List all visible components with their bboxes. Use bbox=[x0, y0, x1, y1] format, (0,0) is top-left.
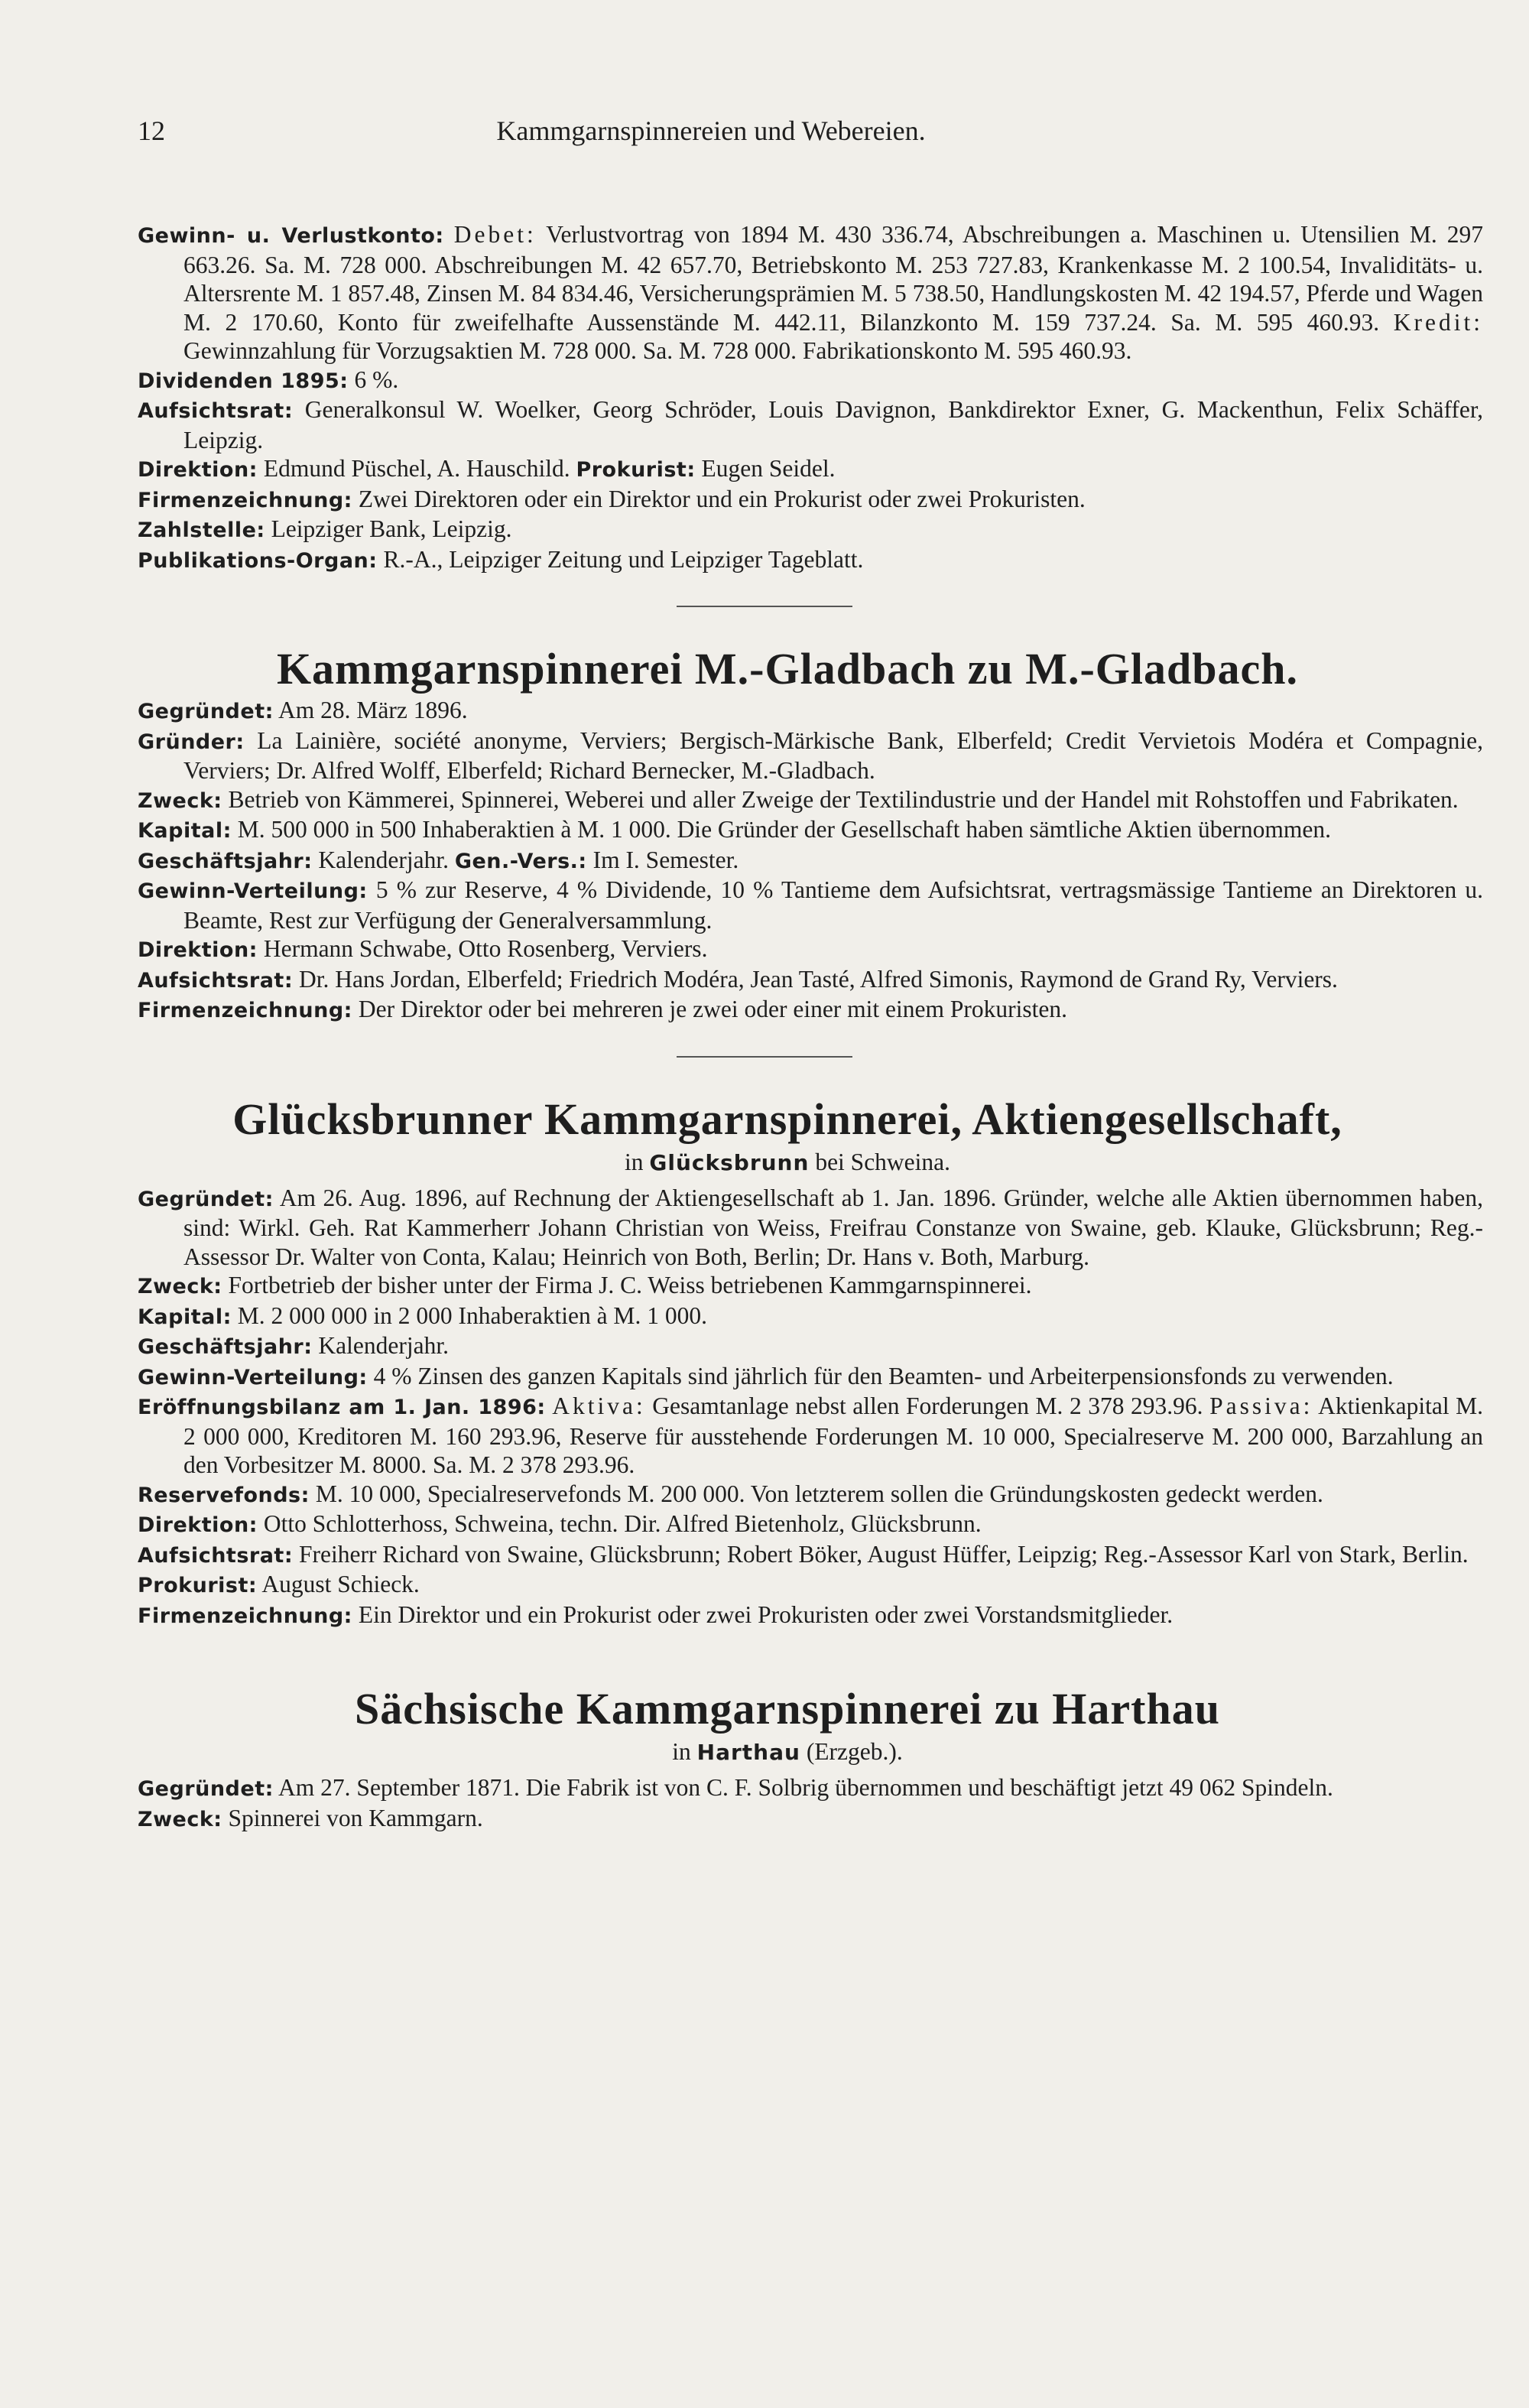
entry-text: Fortbetrieb der bisher unter der Firma J. C. Weiss betriebenen Kammgarnspinnerei. bbox=[228, 1272, 1032, 1298]
passiva-label: Passiva: bbox=[1209, 1392, 1313, 1419]
entry-label: Prokurist: bbox=[138, 1574, 258, 1597]
entry-zweck bbox=[138, 1804, 1483, 1834]
entry-text: Aktienkapital M. 2 000 000, Kreditoren M. 160 293.96, Reserve für ausstehende Forderungen M. 10 000, Specialreserve M. 200 000, Barzahlung an den Vorbesitzer M. 8000. Sa. M. 2 378 293.96. bbox=[183, 1392, 1484, 1478]
entry-gegruendet bbox=[138, 1773, 1483, 1804]
entry-text: Am 28. März 1896. bbox=[278, 697, 468, 723]
section-divider bbox=[677, 606, 852, 607]
entry-eroeffnungsbilanz bbox=[138, 1392, 1483, 1480]
entry-direktion bbox=[138, 454, 1483, 485]
entry-text: Der Direktor oder bei mehreren je zwei oder einer mit einem Prokuristen. bbox=[358, 996, 1068, 1022]
entry-text: Am 26. Aug. 1896, auf Rechnung der Aktiengesellschaft ab 1. Jan. 1896. Gründer, welche alle Aktien übernommen haben, sind: Wirkl. Geh. Rat Kammerherr Johann Christian von Weiss, Freifrau Constanze von Swaine, geb. Klauke, Glücksbrunn; Reg.-Assessor Dr. Walter von Conta, Kalau; Heinrich von Both, Berlin; Dr. Hans v. Both, Marburg. bbox=[183, 1184, 1483, 1270]
entry-label: Gegründet: bbox=[138, 700, 274, 723]
location-name: Glücksbrunn bbox=[649, 1149, 810, 1175]
entry-label: Direktion: bbox=[138, 1513, 258, 1537]
entry-label: Geschäftsjahr: bbox=[138, 849, 313, 873]
entry-label: Eröffnungsbilanz am 1. Jan. 1896: bbox=[138, 1396, 546, 1419]
entry-text: Kalenderjahr. bbox=[318, 1332, 449, 1359]
entry-gewinn-verlustkonto bbox=[138, 220, 1483, 366]
company-title: Kammgarnspinnerei M.-Gladbach zu M.-Gladbach. bbox=[276, 644, 1299, 694]
entry-label: Geschäftsjahr: bbox=[138, 1335, 313, 1359]
entry-text: 5 % zur Reserve, 4 % Dividende, 10 % Tantieme dem Aufsichtsrat, vertragsmässige Tantieme an Direktoren u. Beamte, Rest zur Verfügung der Generalversammlung. bbox=[183, 876, 1483, 934]
entry-text: Zwei Direktoren oder ein Direktor und ein Prokurist oder zwei Prokuristen. bbox=[358, 485, 1086, 512]
location-prefix: in bbox=[624, 1148, 644, 1175]
entry-label: Zweck: bbox=[138, 1275, 222, 1298]
entry-text: Edmund Püschel, A. Hauschild. bbox=[263, 455, 570, 482]
location-prefix: in bbox=[672, 1738, 691, 1765]
location-suffix: (Erzgeb.). bbox=[806, 1738, 903, 1765]
entry-label: Gen.-Vers.: bbox=[454, 849, 587, 873]
section-gluecksbrunn bbox=[138, 1093, 1483, 1631]
section-continuation bbox=[138, 220, 1483, 575]
company-title: Sächsische Kammgarnspinnerei zu Harthau bbox=[355, 1684, 1220, 1734]
entry-text: Am 27. September 1871. Die Fabrik ist von C. F. Solbrig übernommen und beschäftigt jetzt 49 062 Spindeln. bbox=[278, 1774, 1333, 1801]
entry-label: Gründer: bbox=[138, 730, 245, 754]
entry-gewinn-verteilung bbox=[138, 1362, 1483, 1392]
entry-direktion bbox=[138, 1509, 1483, 1540]
entry-text: La Lainière, société anonyme, Verviers; Bergisch-Märkische Bank, Elberfeld; Credit Vervietois Modéra et Compagnie, Verviers; Dr. Alfred Wolff, Elberfeld; Richard Bernecker, M.-Gladbach. bbox=[183, 726, 1483, 784]
entry-label: Gegründet: bbox=[138, 1187, 274, 1211]
section-divider bbox=[677, 1658, 852, 1659]
entry-gegruendet bbox=[138, 1184, 1483, 1272]
entry-kapital bbox=[138, 1301, 1483, 1332]
entry-text: Freiherr Richard von Swaine, Glücksbrunn; Robert Böker, August Hüffer, Leipzig; Reg.-Assessor Karl von Stark, Berlin. bbox=[299, 1540, 1469, 1568]
entry-text: Ein Direktor und ein Prokurist oder zwei Prokuristen oder zwei Vorstandsmitglieder. bbox=[358, 1600, 1174, 1628]
entry-zahlstelle bbox=[138, 515, 1483, 545]
entry-text: Generalkonsul W. Woelker, Georg Schröder, Louis Davignon, Bankdirektor Exner, G. Mackenthun, Felix Schäffer, Leipzig. bbox=[183, 396, 1484, 453]
entry-text: Gesamtanlage nebst allen Forderungen M. 2 378 293.96. bbox=[652, 1392, 1203, 1419]
page-header bbox=[138, 115, 1483, 161]
entry-geschaeftsjahr bbox=[138, 1331, 1483, 1362]
entry-text: M. 500 000 in 500 Inhaberaktien à M. 1 000. Die Gründer der Gesellschaft haben sämtliche Aktien übernommen. bbox=[237, 816, 1332, 843]
entry-direktion bbox=[138, 934, 1483, 965]
entry-kapital bbox=[138, 815, 1483, 846]
entry-label: Prokurist: bbox=[576, 458, 696, 482]
entry-text: Betrieb von Kämmerei, Spinnerei, Weberei und aller Zweige der Textilindustrie und der Handel mit Rohstoffen und Fabrikaten. bbox=[228, 785, 1459, 813]
entry-label: Zweck: bbox=[138, 788, 222, 813]
entry-label: Publikations-Organ: bbox=[138, 548, 378, 573]
location-name: Harthau bbox=[696, 1740, 800, 1765]
entry-label: Gewinn- u. Verlustkonto: bbox=[138, 224, 444, 248]
entry-zweck bbox=[138, 1271, 1483, 1301]
entry-prokurist bbox=[138, 1570, 1483, 1600]
entry-label: Aufsichtsrat: bbox=[138, 968, 294, 993]
entry-label: Firmenzeichnung: bbox=[138, 999, 352, 1022]
entry-text: 4 % Zinsen des ganzen Kapitals sind jährlich für den Beamten- und Arbeiterpensionsfonds zu verwenden. bbox=[373, 1362, 1394, 1389]
entry-label: Direktion: bbox=[138, 938, 258, 962]
entry-label: Dividenden 1895: bbox=[138, 369, 349, 393]
section-divider bbox=[677, 1056, 852, 1058]
entry-text: M. 2 000 000 in 2 000 Inhaberaktien à M. 1 000. bbox=[237, 1301, 707, 1329]
entry-label: Reservefonds: bbox=[138, 1483, 310, 1507]
aktiva-label: Aktiva: bbox=[552, 1392, 646, 1419]
entry-dividenden bbox=[138, 366, 1483, 396]
entry-label: Kapital: bbox=[138, 1305, 232, 1329]
entry-label: Zahlstelle: bbox=[138, 518, 265, 542]
entry-publikations-organ bbox=[138, 545, 1483, 576]
entry-label: Direktion: bbox=[138, 458, 258, 482]
entry-firmenzeichnung bbox=[138, 995, 1483, 1025]
entry-text: R.-A., Leipziger Zeitung und Leipziger Tageblatt. bbox=[383, 545, 864, 573]
entry-label: Aufsichtsrat: bbox=[138, 1543, 294, 1568]
entry-text: Spinnerei von Kammgarn. bbox=[228, 1804, 483, 1831]
entry-gewinn-verteilung bbox=[138, 876, 1483, 934]
entry-label: Gegründet: bbox=[138, 1777, 274, 1801]
section-mgladbach bbox=[138, 642, 1483, 1025]
entry-text: Otto Schlotterhoss, Schweina, techn. Dir. Alfred Bietenholz, Glücksbrunn. bbox=[263, 1510, 982, 1537]
entry-aufsichtsrat bbox=[138, 965, 1483, 996]
entry-label: Gewinn-Verteilung: bbox=[138, 1365, 368, 1389]
entry-text: Eugen Seidel. bbox=[701, 455, 836, 482]
entry-label: Zweck: bbox=[138, 1807, 222, 1831]
entry-firmenzeichnung bbox=[138, 485, 1483, 515]
entry-label: Firmenzeichnung: bbox=[138, 488, 352, 512]
entry-reservefonds bbox=[138, 1480, 1483, 1510]
entry-aufsichtsrat bbox=[138, 395, 1483, 454]
entry-text: 6 %. bbox=[354, 366, 399, 393]
entry-label: Aufsichtsrat: bbox=[138, 399, 294, 423]
entry-firmenzeichnung bbox=[138, 1600, 1483, 1631]
running-title: Kammgarnspinnereien und Webereien. bbox=[496, 115, 926, 146]
entry-zweck bbox=[138, 785, 1483, 816]
entry-label: Gewinn-Verteilung: bbox=[138, 879, 368, 903]
location-suffix: bei Schweina. bbox=[815, 1148, 951, 1175]
section-harthau bbox=[138, 1682, 1483, 1834]
entry-text: August Schieck. bbox=[261, 1571, 420, 1597]
entry-text: Hermann Schwabe, Otto Rosenberg, Verviers. bbox=[263, 935, 708, 962]
entry-text: Gewinnzahlung für Vorzugsaktien M. 728 000. Sa. M. 728 000. Fabrikationskonto M. 595 460.93. bbox=[183, 337, 1132, 364]
entry-gruender bbox=[138, 726, 1483, 785]
entry-gegruendet bbox=[138, 696, 1483, 726]
company-location bbox=[138, 1146, 1437, 1179]
entry-text: Leipziger Bank, Leipzig. bbox=[271, 515, 512, 542]
entry-geschaeftsjahr bbox=[138, 846, 1483, 876]
page-number: 12 bbox=[138, 115, 165, 146]
company-location bbox=[138, 1736, 1437, 1769]
entry-text: M. 10 000, Specialreservefonds M. 200 000. Von letzterem sollen die Gründungskosten gedeckt werden. bbox=[315, 1480, 1323, 1507]
company-title: Glücksbrunner Kammgarnspinnerei, Aktiengesellschaft, bbox=[232, 1094, 1342, 1144]
entry-text: Dr. Hans Jordan, Elberfeld; Friedrich Modéra, Jean Tasté, Alfred Simonis, Raymond de Grand Ry, Verviers. bbox=[299, 965, 1338, 993]
entry-text: Verlustvortrag von 1894 M. 430 336.74, Abschreibungen a. Maschinen u. Utensilien M. 297 663.26. Sa. M. 728 000. Abschreibungen M. 42 657.70, Betriebskonto M. 253 727.83, Krankenkasse M. 2 100.54, Invaliditäts- u. Altersrente M. 1 857.48, Zinsen M. 84 834.46, Versicherungsprämien M. 5 738.50, Handlungskosten M. 42 194.57, Pferde und Wagen M. 2 170.60, Konto für zweifelhafte Aussenstände M. 442.11, Bilanzkonto M. 159 737.24. Sa. M. 595 460.93. bbox=[183, 221, 1484, 336]
entry-label: Kapital: bbox=[138, 819, 232, 843]
entry-text: Kalenderjahr. bbox=[318, 846, 449, 873]
entry-aufsichtsrat bbox=[138, 1540, 1483, 1571]
kredit-label: Kredit: bbox=[1393, 308, 1483, 336]
entry-text: Im I. Semester. bbox=[592, 846, 739, 873]
debet-label: Debet: bbox=[453, 221, 537, 248]
entry-label: Firmenzeichnung: bbox=[138, 1604, 352, 1628]
